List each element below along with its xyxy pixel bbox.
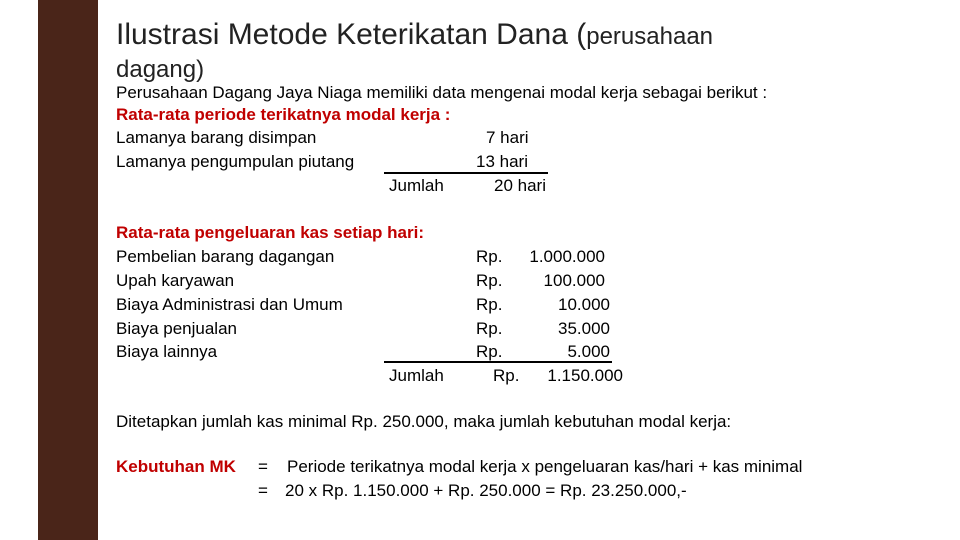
expense-currency: Rp.: [476, 271, 503, 290]
minimum-cash-note: Ditetapkan jumlah kas minimal Rp. 250.000, maka jumlah kebutuhan modal kerja:: [116, 412, 732, 431]
formula-equals: =: [258, 481, 268, 500]
section1-total-rule: [384, 172, 548, 174]
section2-total-rule: [384, 361, 612, 363]
section2-heading: Rata-rata pengeluaran kas setiap hari:: [116, 223, 425, 242]
expense-amount: 35.000: [558, 319, 610, 338]
section2-total-amount: 1.150.000: [547, 366, 623, 385]
expense-currency: Rp.: [476, 247, 503, 266]
formula-equals: =: [258, 457, 268, 476]
expense-currency: Rp.: [476, 295, 503, 314]
formula-line1: Periode terikatnya modal kerja x pengeluaran kas/hari + kas minimal: [287, 457, 803, 476]
expense-currency: Rp.: [476, 319, 503, 338]
section2-total-currency: Rp.: [493, 366, 520, 385]
expense-label: Pembelian barang dagangan: [116, 247, 335, 266]
expense-amount: 100.000: [543, 271, 605, 290]
slide-title: [116, 20, 713, 50]
expense-label: Biaya lainnya: [116, 342, 218, 361]
expense-label: Biaya penjualan: [116, 319, 237, 338]
formula-label: Kebutuhan MK: [116, 457, 236, 476]
sidebar-accent-bar: [38, 0, 98, 540]
expense-currency: Rp.: [476, 342, 503, 361]
title-small: perusahaan: [586, 23, 714, 50]
section1-total-value: 20 hari: [494, 176, 546, 195]
expense-amount: 5.000: [567, 342, 610, 361]
section2-total-label: Jumlah: [389, 366, 444, 385]
expense-label: Biaya Administrasi dan Umum: [116, 295, 343, 314]
section1-row-value: 7 hari: [486, 128, 529, 147]
intro-text: Perusahaan Dagang Jaya Niaga memiliki data mengenai modal kerja sebagai berikut :: [116, 83, 768, 102]
expense-label: Upah karyawan: [116, 271, 235, 290]
slide-title-line2: dagang): [116, 56, 205, 83]
section1-row-label: Lamanya barang disimpan: [116, 128, 317, 147]
section1-heading: Rata-rata periode terikatnya modal kerja :: [116, 105, 451, 124]
expense-amount: 1.000.000: [529, 247, 605, 266]
formula-line2: 20 x Rp. 1.150.000 + Rp. 250.000 = Rp. 23.250.000,-: [285, 481, 687, 500]
section1-total-label: Jumlah: [389, 176, 444, 195]
title-main: Ilustrasi Metode Keterikatan Dana (: [116, 18, 587, 51]
section1-row-value: 13 hari: [476, 152, 528, 171]
expense-amount: 10.000: [558, 295, 610, 314]
section1-row-label: Lamanya pengumpulan piutang: [116, 152, 355, 171]
